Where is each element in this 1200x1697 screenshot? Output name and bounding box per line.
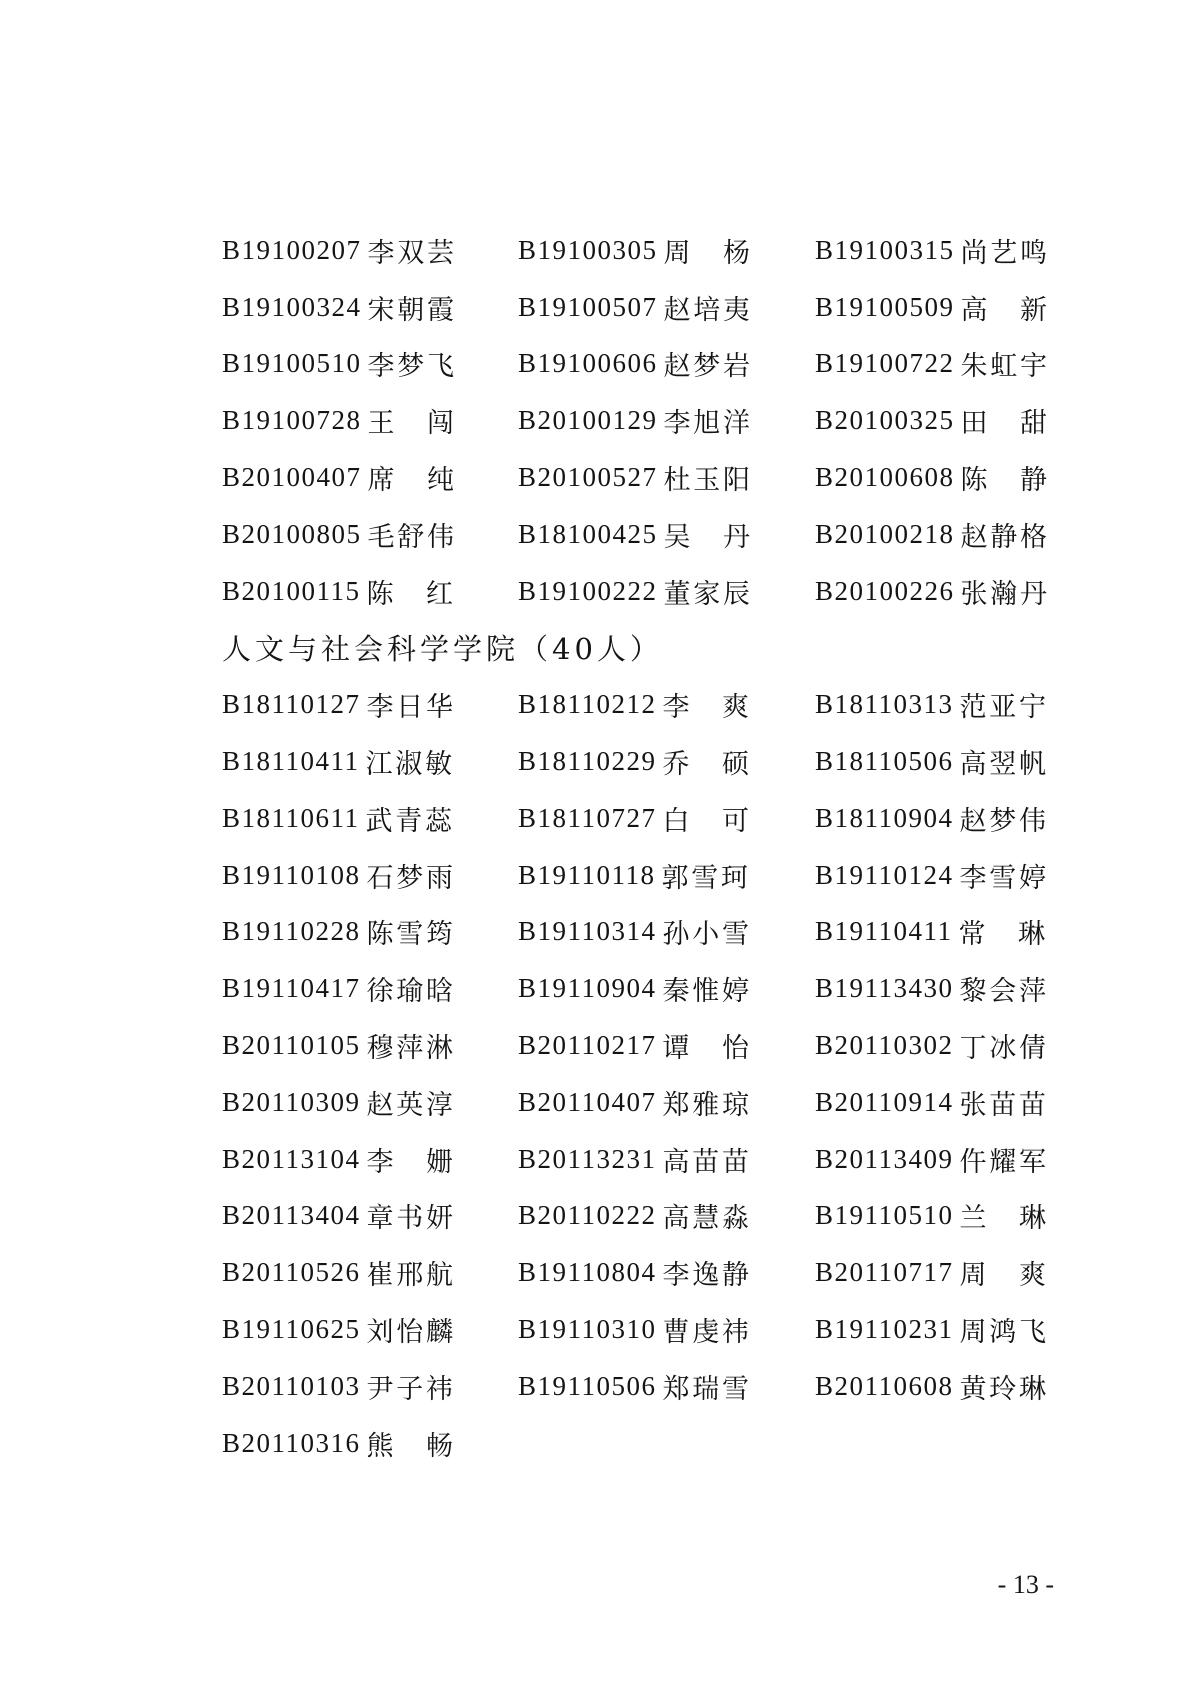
list-item [222, 401, 518, 440]
student-id: B19100728 [222, 405, 362, 436]
list-item [815, 458, 1052, 497]
student-id: B20110608 [815, 1370, 954, 1401]
student-id: B20110914 [815, 1086, 954, 1117]
student-name: 常琳 [958, 919, 1047, 951]
student-name: 赵静格 [960, 521, 1049, 553]
student-name: 田甜 [960, 408, 1049, 440]
student-name: 董家辰 [663, 578, 752, 610]
list-item [222, 458, 518, 497]
student-id: B20100129 [518, 405, 658, 436]
student-name: 李姗 [366, 1146, 455, 1178]
student-id: B18110727 [518, 802, 657, 833]
student-id: B19110310 [518, 1314, 657, 1345]
list-item [518, 1253, 815, 1292]
list-item [518, 685, 815, 724]
student-name: 秦惟婷 [662, 976, 751, 1008]
student-id: B20113104 [222, 1143, 361, 1174]
student-id: B19110228 [222, 916, 361, 947]
student-id: B20110103 [222, 1370, 361, 1401]
student-id: B20100115 [222, 575, 361, 606]
student-name: 周杨 [663, 237, 752, 269]
student-name: 王闯 [367, 408, 456, 440]
student-id: B19113430 [815, 973, 954, 1004]
list-row [222, 676, 1052, 733]
student-id: B19100510 [222, 348, 362, 379]
student-id: B20100608 [815, 462, 955, 493]
student-id: B20100325 [815, 405, 955, 436]
student-id: B19110118 [518, 859, 656, 890]
list-item [222, 288, 518, 327]
list-row [222, 506, 1052, 563]
student-name: 郭雪珂 [661, 862, 750, 894]
student-id: B20110526 [222, 1257, 361, 1288]
student-id: B19100207 [222, 234, 362, 265]
list-item [815, 1367, 1052, 1406]
list-item [815, 1083, 1052, 1122]
list-item [815, 1310, 1052, 1349]
student-id: B20110309 [222, 1086, 361, 1117]
student-id: B20110407 [518, 1086, 657, 1117]
student-name: 曹虔祎 [662, 1317, 751, 1349]
student-name: 李旭洋 [663, 408, 752, 440]
list-row [222, 392, 1052, 449]
student-name: 穆萍淋 [366, 1033, 455, 1065]
student-name: 周爽 [959, 1260, 1048, 1292]
list-item [222, 1026, 518, 1065]
list-item [222, 856, 518, 895]
student-name: 谭怡 [662, 1033, 751, 1065]
student-name: 李雪婷 [959, 862, 1048, 894]
student-name: 武青蕊 [365, 805, 454, 837]
student-id: B18110313 [815, 689, 954, 720]
student-id: B18110506 [815, 746, 954, 777]
student-id: B20110717 [815, 1257, 954, 1288]
list-item [222, 572, 518, 611]
student-name: 乔硕 [662, 749, 751, 781]
list-item [518, 969, 815, 1008]
list-item [222, 742, 518, 781]
list-row [222, 904, 1052, 961]
student-name: 陈雪筠 [366, 919, 455, 951]
student-name: 郑雅琼 [662, 1089, 751, 1121]
list-item [815, 1253, 1052, 1292]
student-name: 赵培夷 [663, 294, 752, 326]
student-name: 陈红 [366, 578, 455, 610]
student-name: 毛舒伟 [367, 521, 456, 553]
student-name: 杜玉阳 [663, 465, 752, 497]
student-name: 李逸静 [662, 1260, 751, 1292]
list-row [222, 847, 1052, 904]
list-item [815, 742, 1052, 781]
student-name: 尚艺鸣 [960, 237, 1049, 269]
list-item [222, 799, 518, 838]
student-id: B19100507 [518, 291, 658, 322]
student-name: 高苗苗 [662, 1146, 751, 1178]
list-item [815, 572, 1052, 611]
student-id: B19100509 [815, 291, 955, 322]
student-id: B20100407 [222, 462, 362, 493]
student-id: B20113409 [815, 1143, 954, 1174]
student-id: B19110904 [518, 973, 657, 1004]
list-row [222, 1358, 1052, 1415]
student-id: B20100527 [518, 462, 658, 493]
list-item [222, 515, 518, 554]
list-item [222, 1140, 518, 1179]
student-name: 周鸿飞 [959, 1317, 1048, 1349]
student-id: B18110611 [222, 802, 360, 833]
list-row [222, 222, 1052, 279]
student-name: 章书妍 [366, 1203, 455, 1235]
student-name: 张苗苗 [959, 1089, 1048, 1121]
list-item [815, 799, 1052, 838]
student-name: 白可 [662, 805, 751, 837]
list-row [222, 336, 1052, 393]
list-row [222, 1415, 1052, 1472]
list-item [222, 1367, 518, 1406]
student-name: 尹子祎 [366, 1373, 455, 1405]
list-item [815, 969, 1052, 1008]
student-name: 朱虹宇 [960, 351, 1049, 383]
student-name: 徐瑜晗 [366, 976, 455, 1008]
list-item [222, 1253, 518, 1292]
student-id: B20100226 [815, 575, 955, 606]
list-item [518, 288, 815, 327]
student-id: B20100218 [815, 518, 955, 549]
student-id: B19110804 [518, 1257, 657, 1288]
list-item [222, 1310, 518, 1349]
student-id: B20110217 [518, 1030, 657, 1061]
student-name: 石梦雨 [366, 862, 455, 894]
student-name: 赵梦伟 [959, 805, 1048, 837]
list-item [518, 1196, 815, 1235]
list-row [222, 563, 1052, 620]
student-id: B18110127 [222, 689, 361, 720]
list-item [815, 856, 1052, 895]
list-item [518, 799, 815, 838]
list-item [518, 1140, 815, 1179]
student-id: B20113404 [222, 1200, 361, 1231]
student-id: B20110105 [222, 1030, 361, 1061]
student-name: 高新 [960, 294, 1049, 326]
list-item [815, 231, 1052, 270]
list-row [222, 790, 1052, 847]
list-item [518, 912, 815, 951]
student-id: B18110212 [518, 689, 657, 720]
list-item [518, 1026, 815, 1065]
list-item [815, 685, 1052, 724]
student-name: 刘怡麟 [366, 1317, 455, 1349]
list-item [518, 515, 815, 554]
student-name: 熊畅 [366, 1430, 455, 1462]
student-id: B20110302 [815, 1030, 954, 1061]
list-item [518, 344, 815, 383]
student-id: B19110625 [222, 1314, 361, 1345]
list-item [815, 401, 1052, 440]
student-name: 赵梦岩 [663, 351, 752, 383]
list-row [222, 1017, 1052, 1074]
list-row [222, 1131, 1052, 1188]
student-name: 兰琳 [959, 1203, 1048, 1235]
student-id: B19110124 [815, 859, 954, 890]
list-item [815, 515, 1052, 554]
student-name: 江淑敏 [365, 749, 454, 781]
student-name: 陈静 [960, 465, 1049, 497]
list-item [518, 742, 815, 781]
student-name: 席纯 [367, 465, 456, 497]
list-row [222, 279, 1052, 336]
student-id: B20113231 [518, 1143, 657, 1174]
list-item [815, 912, 1052, 951]
list-item [518, 231, 815, 270]
student-name: 李双芸 [367, 237, 456, 269]
student-id: B19100722 [815, 348, 955, 379]
student-name: 李日华 [366, 692, 455, 724]
student-name: 黄玲琳 [959, 1373, 1048, 1405]
list-row [222, 733, 1052, 790]
student-name: 崔邢航 [366, 1260, 455, 1292]
student-name: 丁冰倩 [959, 1033, 1048, 1065]
student-id: B19100222 [518, 575, 658, 606]
student-id: B19100305 [518, 234, 658, 265]
student-name: 高慧淼 [662, 1203, 751, 1235]
student-name: 范亚宁 [959, 692, 1048, 724]
list-item [222, 1424, 518, 1463]
list-row [222, 1188, 1052, 1245]
list-item [222, 685, 518, 724]
student-id: B20110222 [518, 1200, 657, 1231]
list-item [222, 231, 518, 270]
list-item [815, 1026, 1052, 1065]
page-number: - 13 - [997, 1570, 1054, 1599]
list-item [518, 458, 815, 497]
student-id: B18100425 [518, 518, 658, 549]
list-row [222, 1301, 1052, 1358]
student-list [222, 222, 1052, 1472]
list-item [815, 1140, 1052, 1179]
student-id: B19110108 [222, 859, 361, 890]
list-item [815, 288, 1052, 327]
student-name: 吴丹 [663, 521, 752, 553]
student-name: 宋朝霞 [367, 294, 456, 326]
student-name: 黎会萍 [959, 976, 1048, 1008]
student-name: 李爽 [662, 692, 751, 724]
section-heading: 人文与社会科学学院（40人） [222, 632, 663, 667]
student-name: 李梦飞 [367, 351, 456, 383]
student-id: B19100606 [518, 348, 658, 379]
student-id: B20100805 [222, 518, 362, 549]
student-id: B19110231 [815, 1314, 954, 1345]
list-row [222, 449, 1052, 506]
student-id: B18110904 [815, 802, 954, 833]
student-id: B18110411 [222, 746, 360, 777]
list-row [222, 960, 1052, 1017]
student-id: B18110229 [518, 746, 657, 777]
student-name: 郑瑞雪 [662, 1373, 751, 1405]
student-name: 张瀚丹 [960, 578, 1049, 610]
list-item [518, 856, 815, 895]
list-item [222, 969, 518, 1008]
list-row [222, 1074, 1052, 1131]
list-item [518, 1367, 815, 1406]
list-item [222, 912, 518, 951]
list-item [222, 1196, 518, 1235]
list-row [222, 1244, 1052, 1301]
list-item [815, 344, 1052, 383]
student-id: B19110411 [815, 916, 953, 947]
list-item [815, 1196, 1052, 1235]
student-id: B19110510 [815, 1200, 954, 1231]
list-item [518, 572, 815, 611]
student-id: B19100324 [222, 291, 362, 322]
student-name: 孙小雪 [662, 919, 751, 951]
list-item [518, 1083, 815, 1122]
student-name: 仵耀军 [959, 1146, 1048, 1178]
student-id: B19110314 [518, 916, 657, 947]
list-item [222, 344, 518, 383]
list-item [518, 401, 815, 440]
list-item [222, 1083, 518, 1122]
list-item [518, 1310, 815, 1349]
student-id: B19110417 [222, 973, 361, 1004]
student-name: 高翌帆 [959, 749, 1048, 781]
student-id: B19110506 [518, 1370, 657, 1401]
student-name: 赵英淳 [366, 1089, 455, 1121]
student-id: B20110316 [222, 1427, 361, 1458]
student-id: B19100315 [815, 234, 955, 265]
